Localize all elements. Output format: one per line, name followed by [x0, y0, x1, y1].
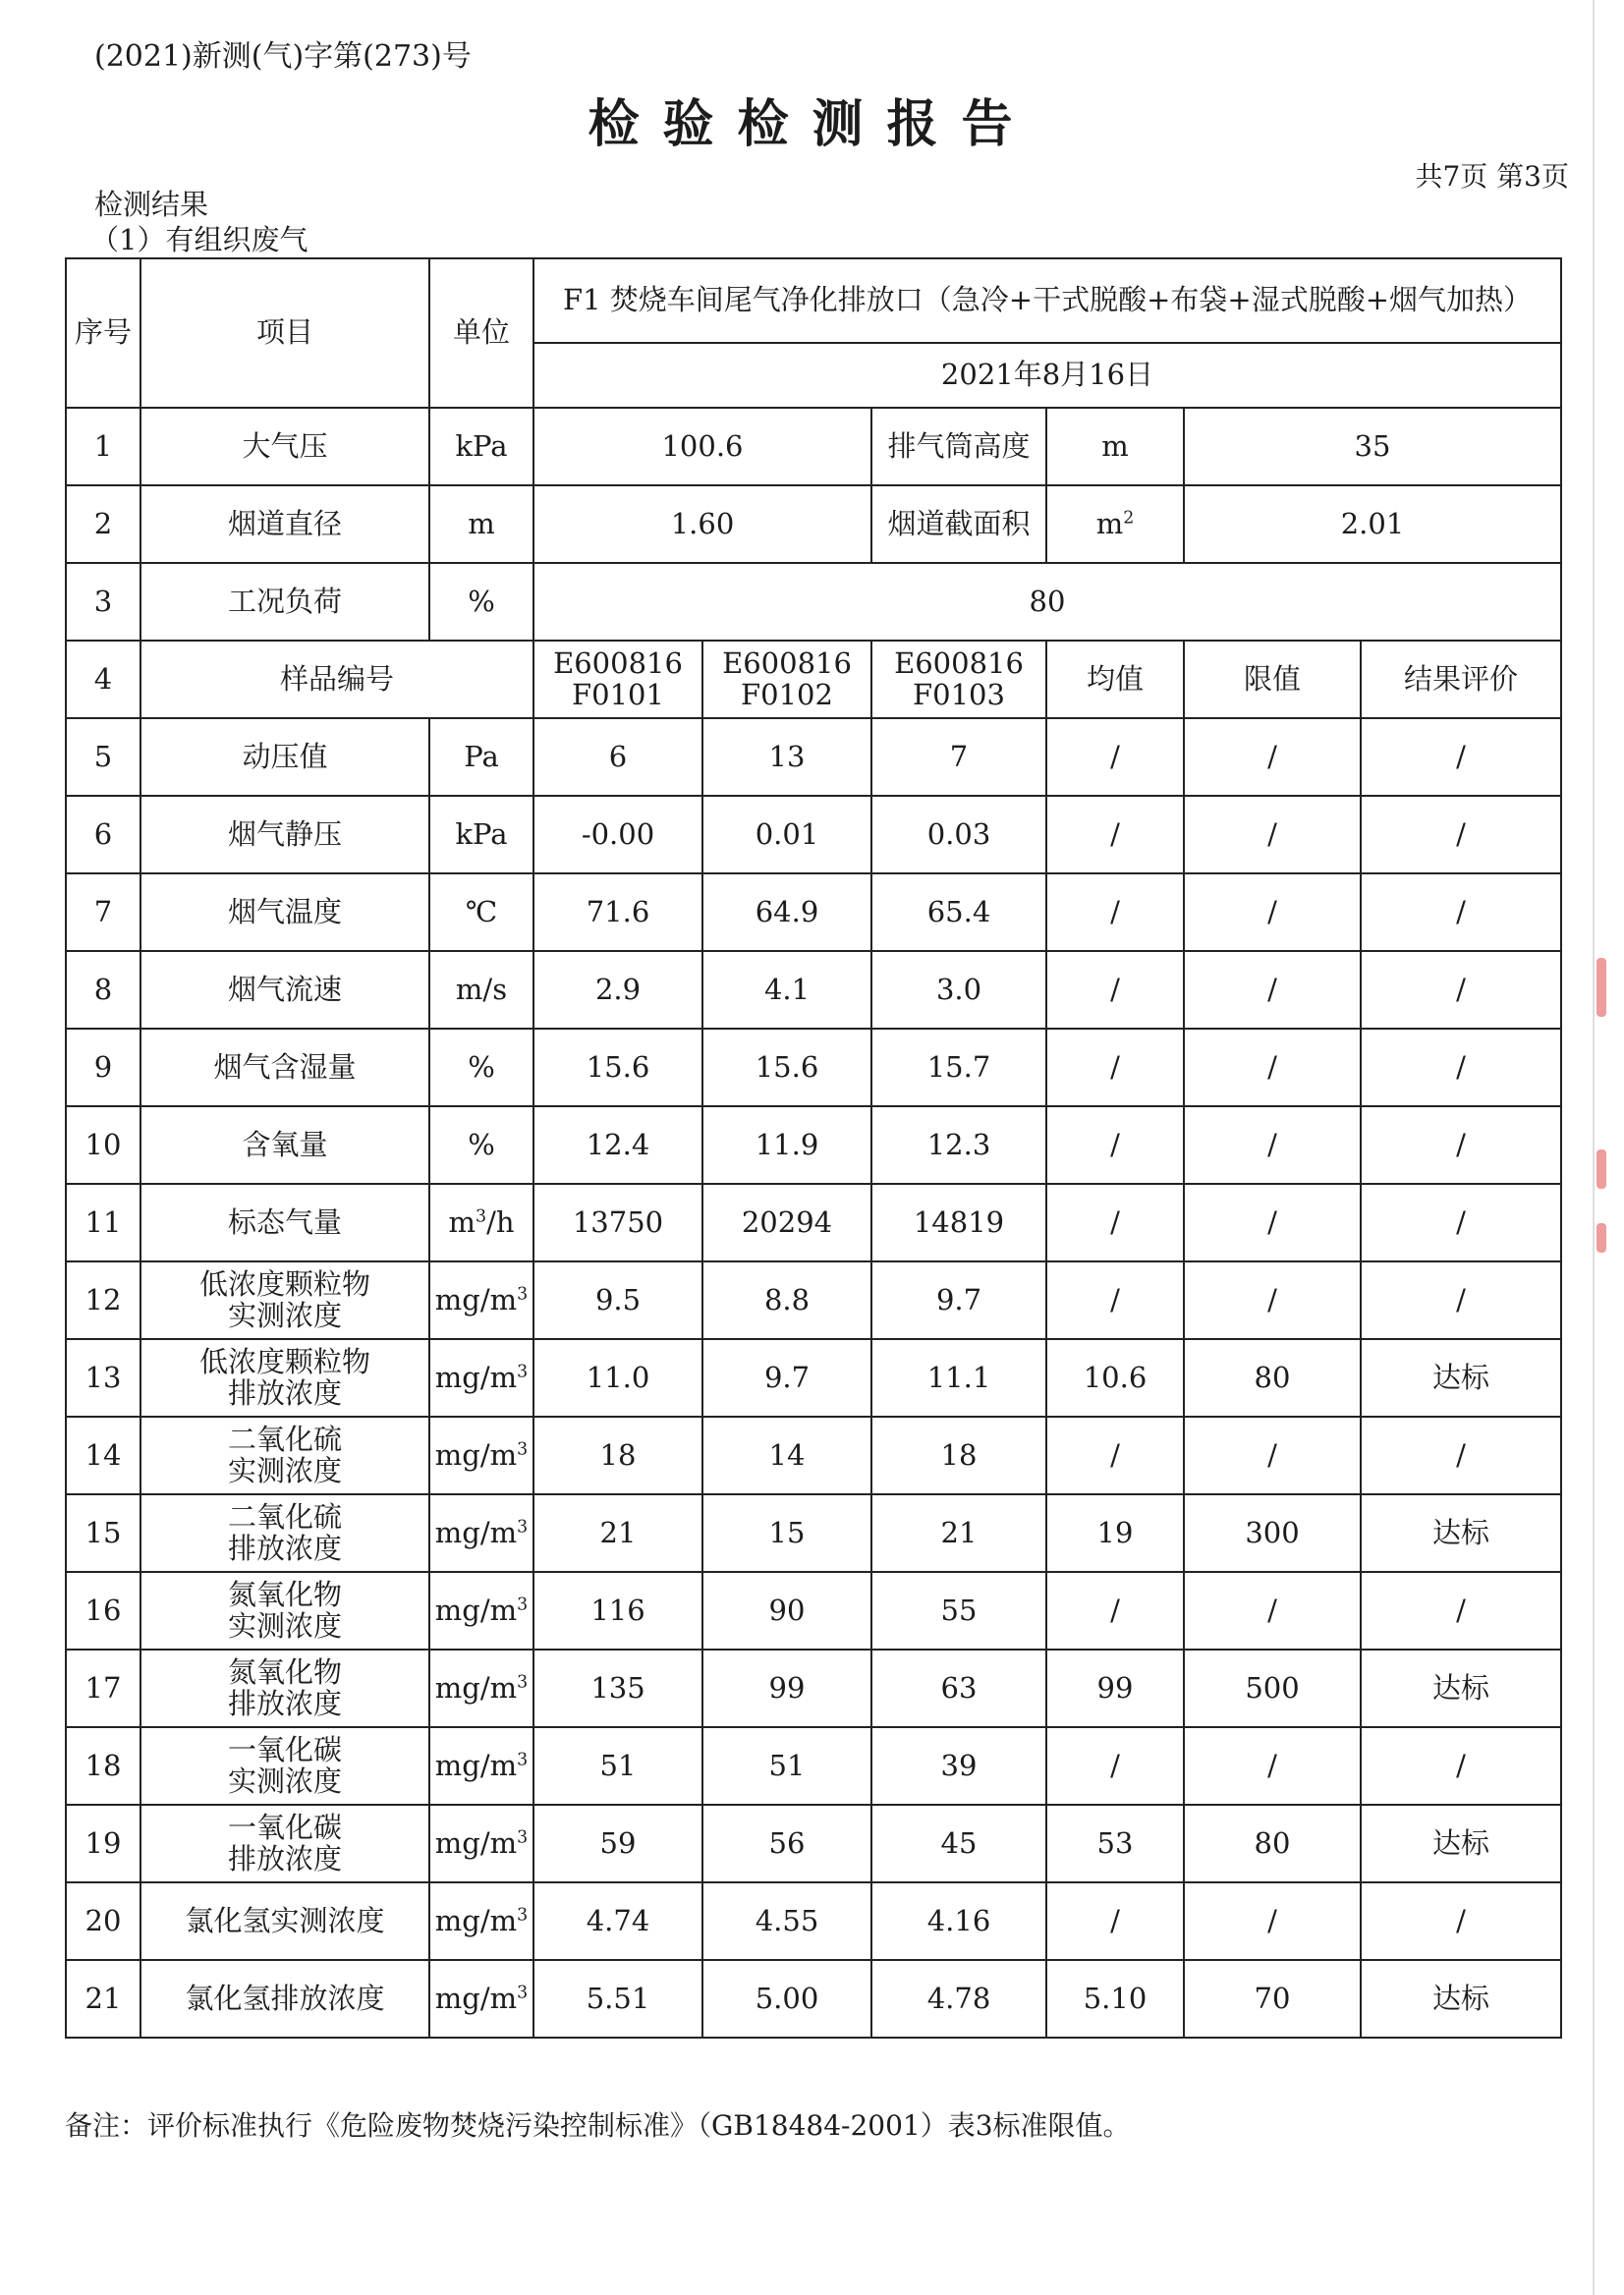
- row-unit2: m: [1046, 408, 1184, 485]
- avg-value: /: [1046, 1417, 1184, 1494]
- row-unit: [429, 1494, 533, 1572]
- header-unit: 单位: [429, 258, 533, 408]
- row-unit: %: [429, 1029, 533, 1106]
- unit-base: mg/m: [434, 1748, 518, 1782]
- value-3: 0.03: [871, 796, 1046, 873]
- header-location: F1 焚烧车间尾气净化排放口（急冷+干式脱酸+布袋+湿式脱酸+烟气加热）: [533, 258, 1561, 343]
- avg-value: 99: [1046, 1650, 1184, 1727]
- item-line-1: 一氧化碳: [227, 1732, 342, 1766]
- table-row: [66, 1261, 1561, 1339]
- unit-sup: 3: [517, 1516, 529, 1537]
- row-unit: [429, 1261, 533, 1339]
- result-value: /: [1361, 1184, 1561, 1261]
- row-seq: 10: [66, 1106, 140, 1184]
- sample-code-b: F0103: [913, 677, 1005, 711]
- unit-sup: 2: [1123, 507, 1135, 528]
- avg-value: /: [1046, 718, 1184, 796]
- avg-value: /: [1046, 1882, 1184, 1960]
- page-title: 检验检测报告: [588, 94, 1036, 154]
- row-item: 标态气量: [140, 1184, 429, 1261]
- unit-sup: 3: [517, 1826, 529, 1847]
- avg-value: 19: [1046, 1494, 1184, 1572]
- row-seq: 21: [66, 1960, 140, 2038]
- result-value: /: [1361, 873, 1561, 951]
- header-result: 结果评价: [1361, 641, 1561, 718]
- row-item: [140, 1650, 429, 1727]
- unit-sup: 3: [517, 1749, 529, 1769]
- result-value: /: [1361, 1727, 1561, 1805]
- unit-base: m: [448, 1204, 476, 1239]
- row-unit: kPa: [429, 408, 533, 485]
- row-seq: 20: [66, 1882, 140, 1960]
- row-item2: 烟道截面积: [871, 485, 1046, 563]
- value-1: 18: [533, 1417, 702, 1494]
- stamp-fragment: [1596, 1149, 1606, 1189]
- row-item: [140, 1572, 429, 1650]
- result-value: /: [1361, 1572, 1561, 1650]
- value-1: 12.4: [533, 1106, 702, 1184]
- result-value: /: [1361, 1417, 1561, 1494]
- row-item: 烟气温度: [140, 873, 429, 951]
- value-1: 9.5: [533, 1261, 702, 1339]
- item-line-2: 排放浓度: [227, 1531, 342, 1565]
- row-unit: ℃: [429, 873, 533, 951]
- row-unit: [429, 1882, 533, 1960]
- avg-value: 53: [1046, 1805, 1184, 1882]
- unit-sup: 3: [517, 1361, 529, 1381]
- result-value: /: [1361, 1882, 1561, 1960]
- value-2: 15.6: [702, 1029, 871, 1106]
- row-unit2: [1046, 485, 1184, 563]
- limit-value: /: [1184, 873, 1361, 951]
- value-2: 64.9: [702, 873, 871, 951]
- row-item: [140, 1805, 429, 1882]
- row-seq: 18: [66, 1727, 140, 1805]
- value-1: 5.51: [533, 1960, 702, 2038]
- header-seq: 序号: [66, 258, 140, 408]
- sample-code-b: F0101: [572, 677, 664, 711]
- row-unit: [429, 1727, 533, 1805]
- row-unit: [429, 1184, 533, 1261]
- value-1: 21: [533, 1494, 702, 1572]
- table-row: [66, 1184, 1561, 1261]
- table-row: [66, 1494, 1561, 1572]
- value-2: 56: [702, 1805, 871, 1882]
- avg-value: 5.10: [1046, 1960, 1184, 2038]
- value-2: 4.55: [702, 1882, 871, 1960]
- row-item: 烟道直径: [140, 485, 429, 563]
- value-1: 15.6: [533, 1029, 702, 1106]
- unit-sup: 3: [475, 1205, 487, 1226]
- result-value: 达标: [1361, 1494, 1561, 1572]
- item-line-1: 氮氧化物: [227, 1577, 342, 1611]
- sample-code-b: F0102: [741, 677, 833, 711]
- value-2: 15: [702, 1494, 871, 1572]
- row-item: 大气压: [140, 408, 429, 485]
- unit-base: mg/m: [434, 1437, 518, 1472]
- row-seq: 9: [66, 1029, 140, 1106]
- limit-value: /: [1184, 1261, 1361, 1339]
- row-unit: %: [429, 1106, 533, 1184]
- value-2: 4.1: [702, 951, 871, 1029]
- limit-value: 500: [1184, 1650, 1361, 1727]
- row-item2: 排气筒高度: [871, 408, 1046, 485]
- unit-base: mg/m: [434, 1360, 518, 1394]
- report-number: (2021)新测(气)字第(273)号: [94, 39, 472, 74]
- value-3: 45: [871, 1805, 1046, 1882]
- row-seq: 7: [66, 873, 140, 951]
- row-unit: Pa: [429, 718, 533, 796]
- unit-sup: 3: [517, 1982, 529, 2002]
- unit-base: mg/m: [434, 1903, 518, 1937]
- item-line-1: 一氧化碳: [227, 1810, 342, 1844]
- limit-value: /: [1184, 1106, 1361, 1184]
- unit-base: m: [1095, 506, 1124, 540]
- value-3: 18: [871, 1417, 1046, 1494]
- row-unit: m: [429, 485, 533, 563]
- header-date: 2021年8月16日: [533, 343, 1561, 408]
- unit-sup: 3: [517, 1671, 529, 1692]
- item-line-2: 实测浓度: [227, 1763, 342, 1798]
- unit-sup: 3: [517, 1594, 529, 1614]
- limit-value: /: [1184, 796, 1361, 873]
- avg-value: /: [1046, 1106, 1184, 1184]
- value-1: 11.0: [533, 1339, 702, 1417]
- unit-sup: 3: [517, 1438, 529, 1459]
- row-unit: m/s: [429, 951, 533, 1029]
- result-value: /: [1361, 1029, 1561, 1106]
- value-3: 3.0: [871, 951, 1046, 1029]
- avg-value: /: [1046, 1572, 1184, 1650]
- row-value: 80: [533, 563, 1561, 641]
- unit-sup: 3: [517, 1904, 529, 1925]
- row-seq: 2: [66, 485, 140, 563]
- item-line-1: 低浓度颗粒物: [198, 1344, 370, 1378]
- avg-value: /: [1046, 873, 1184, 951]
- avg-value: /: [1046, 1727, 1184, 1805]
- stamp-fragment: [1596, 958, 1606, 1017]
- unit-base: mg/m: [434, 1670, 518, 1705]
- table-row: [66, 1650, 1561, 1727]
- page-info: 共7页 第3页: [1415, 160, 1569, 193]
- limit-value: /: [1184, 951, 1361, 1029]
- table-row: [66, 1106, 1561, 1184]
- table-row: [66, 1572, 1561, 1650]
- row-unit: [429, 1572, 533, 1650]
- row-seq: 3: [66, 563, 140, 641]
- sample-2: [702, 641, 871, 718]
- row-item: 烟气静压: [140, 796, 429, 873]
- row-item: [140, 1417, 429, 1494]
- result-value: 达标: [1361, 1650, 1561, 1727]
- item-line-1: 二氧化硫: [227, 1422, 342, 1456]
- value-1: 2.9: [533, 951, 702, 1029]
- unit-base: mg/m: [434, 1515, 518, 1549]
- value-3: 7: [871, 718, 1046, 796]
- value-3: 14819: [871, 1184, 1046, 1261]
- row-seq: 19: [66, 1805, 140, 1882]
- item-line-1: 二氧化硫: [227, 1499, 342, 1534]
- result-value: /: [1361, 951, 1561, 1029]
- row-item: 样品编号: [140, 641, 533, 718]
- value-3: 12.3: [871, 1106, 1046, 1184]
- value-1: 116: [533, 1572, 702, 1650]
- item-line-2: 排放浓度: [227, 1375, 342, 1410]
- row-item: 工况负荷: [140, 563, 429, 641]
- value-2: 14: [702, 1417, 871, 1494]
- limit-value: /: [1184, 1029, 1361, 1106]
- unit-base: mg/m: [434, 1825, 518, 1860]
- sample-code-a: E600816: [894, 645, 1024, 680]
- row-seq: 13: [66, 1339, 140, 1417]
- sample-3: [871, 641, 1046, 718]
- value-1: 135: [533, 1650, 702, 1727]
- scan-edge: [1593, 0, 1595, 2295]
- row-seq: 5: [66, 718, 140, 796]
- value-1: -0.00: [533, 796, 702, 873]
- table-row: [66, 951, 1561, 1029]
- stamp-fragment: [1596, 1223, 1606, 1253]
- row-value: 100.6: [533, 408, 871, 485]
- row-value: 1.60: [533, 485, 871, 563]
- unit-sup: 3: [517, 1283, 529, 1304]
- avg-value: /: [1046, 951, 1184, 1029]
- value-2: 11.9: [702, 1106, 871, 1184]
- row-item: 氯化氢实测浓度: [140, 1882, 429, 1960]
- row-unit: %: [429, 563, 533, 641]
- limit-value: 70: [1184, 1960, 1361, 2038]
- limit-value: 80: [1184, 1339, 1361, 1417]
- result-value: 达标: [1361, 1339, 1561, 1417]
- value-2: 8.8: [702, 1261, 871, 1339]
- value-1: 13750: [533, 1184, 702, 1261]
- value-3: 4.16: [871, 1882, 1046, 1960]
- value-2: 0.01: [702, 796, 871, 873]
- value-2: 9.7: [702, 1339, 871, 1417]
- item-line-2: 实测浓度: [227, 1608, 342, 1643]
- result-value: 达标: [1361, 1960, 1561, 2038]
- row-value2: 35: [1184, 408, 1561, 485]
- avg-value: 10.6: [1046, 1339, 1184, 1417]
- unit-base: mg/m: [434, 1981, 518, 2015]
- item-line-2: 排放浓度: [227, 1686, 342, 1720]
- unit-base: mg/m: [434, 1282, 518, 1316]
- row-item: [140, 1261, 429, 1339]
- header-limit: 限值: [1184, 641, 1361, 718]
- row-unit: [429, 1417, 533, 1494]
- row-unit: [429, 1805, 533, 1882]
- result-value: /: [1361, 1261, 1561, 1339]
- value-3: 21: [871, 1494, 1046, 1572]
- result-value: /: [1361, 718, 1561, 796]
- row-item: 烟气流速: [140, 951, 429, 1029]
- row-item: 含氧量: [140, 1106, 429, 1184]
- value-3: 55: [871, 1572, 1046, 1650]
- table-row: [66, 1029, 1561, 1106]
- unit-base: mg/m: [434, 1593, 518, 1627]
- section-title: 检测结果: [94, 188, 209, 221]
- row-unit: kPa: [429, 796, 533, 873]
- value-2: 90: [702, 1572, 871, 1650]
- table-row: [66, 1339, 1561, 1417]
- avg-value: /: [1046, 1029, 1184, 1106]
- sample-code-a: E600816: [553, 645, 683, 680]
- value-3: 15.7: [871, 1029, 1046, 1106]
- value-3: 9.7: [871, 1261, 1046, 1339]
- row-seq: 1: [66, 408, 140, 485]
- row-seq: 15: [66, 1494, 140, 1572]
- row-unit: [429, 1650, 533, 1727]
- subsection-title: （1）有组织废气: [90, 223, 308, 256]
- row-unit: [429, 1960, 533, 2038]
- limit-value: /: [1184, 1727, 1361, 1805]
- table-row: [66, 718, 1561, 796]
- row-item: [140, 1727, 429, 1805]
- value-2: 20294: [702, 1184, 871, 1261]
- item-line-1: 氮氧化物: [227, 1654, 342, 1689]
- value-3: 4.78: [871, 1960, 1046, 2038]
- sample-1: [533, 641, 702, 718]
- value-2: 51: [702, 1727, 871, 1805]
- row-seq: 17: [66, 1650, 140, 1727]
- item-line-1: 低浓度颗粒物: [198, 1266, 370, 1301]
- avg-value: /: [1046, 1261, 1184, 1339]
- row-value2: 2.01: [1184, 485, 1561, 563]
- value-1: 59: [533, 1805, 702, 1882]
- table-row: [66, 1960, 1561, 2038]
- row-seq: 4: [66, 641, 140, 718]
- result-value: 达标: [1361, 1805, 1561, 1882]
- value-3: 39: [871, 1727, 1046, 1805]
- value-3: 11.1: [871, 1339, 1046, 1417]
- row-seq: 16: [66, 1572, 140, 1650]
- header-item: 项目: [140, 258, 429, 408]
- table-row: [66, 796, 1561, 873]
- table-row: [66, 1417, 1561, 1494]
- row-seq: 11: [66, 1184, 140, 1261]
- row-unit: [429, 1339, 533, 1417]
- limit-value: /: [1184, 1572, 1361, 1650]
- table-row: [66, 1805, 1561, 1882]
- avg-value: /: [1046, 796, 1184, 873]
- limit-value: 300: [1184, 1494, 1361, 1572]
- avg-value: /: [1046, 1184, 1184, 1261]
- value-2: 5.00: [702, 1960, 871, 2038]
- row-item: 烟气含湿量: [140, 1029, 429, 1106]
- value-3: 63: [871, 1650, 1046, 1727]
- value-2: 13: [702, 718, 871, 796]
- row-seq: 14: [66, 1417, 140, 1494]
- header-avg: 均值: [1046, 641, 1184, 718]
- row-item: 氯化氢排放浓度: [140, 1960, 429, 2038]
- value-1: 4.74: [533, 1882, 702, 1960]
- value-1: 6: [533, 718, 702, 796]
- table-row: [66, 1727, 1561, 1805]
- sample-code-a: E600816: [722, 645, 852, 680]
- item-line-2: 实测浓度: [227, 1298, 342, 1332]
- result-value: /: [1361, 1106, 1561, 1184]
- results-table: [65, 257, 1562, 2039]
- limit-value: /: [1184, 718, 1361, 796]
- row-item: [140, 1339, 429, 1417]
- value-1: 71.6: [533, 873, 702, 951]
- item-line-2: 实测浓度: [227, 1453, 342, 1487]
- unit-tail: /h: [486, 1204, 515, 1239]
- row-seq: 8: [66, 951, 140, 1029]
- limit-value: 80: [1184, 1805, 1361, 1882]
- row-item: [140, 1494, 429, 1572]
- footnote: 备注：评价标准执行《危险废物焚烧污染控制标准》（GB18484-2001）表3标准限值。: [65, 2109, 1131, 2142]
- table-row: [66, 873, 1561, 951]
- item-line-2: 排放浓度: [227, 1841, 342, 1875]
- row-seq: 12: [66, 1261, 140, 1339]
- row-seq: 6: [66, 796, 140, 873]
- table-row: [66, 1882, 1561, 1960]
- value-2: 99: [702, 1650, 871, 1727]
- row-item: 动压值: [140, 718, 429, 796]
- result-value: /: [1361, 796, 1561, 873]
- limit-value: /: [1184, 1882, 1361, 1960]
- value-3: 65.4: [871, 873, 1046, 951]
- limit-value: /: [1184, 1184, 1361, 1261]
- limit-value: /: [1184, 1417, 1361, 1494]
- value-1: 51: [533, 1727, 702, 1805]
